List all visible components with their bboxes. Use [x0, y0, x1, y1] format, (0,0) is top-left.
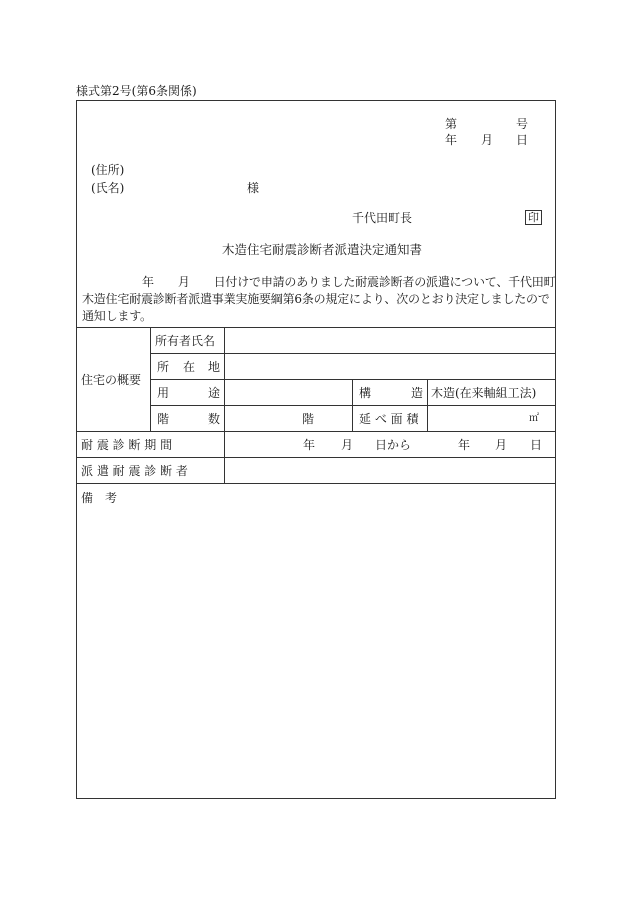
period-day-2: 日	[530, 438, 543, 452]
structure-label-1: 構	[359, 386, 372, 400]
col-line	[352, 379, 353, 431]
row-line	[76, 457, 556, 458]
body-text: 日付けで申請のありました耐震診断者の派遣について、千代田町木造住宅耐震診断者派遣事業実施要綱第6条の規定により、次のとおり決定しましたので通知します。	[82, 275, 556, 323]
remarks-label: 備 考	[81, 491, 118, 505]
row-line	[150, 353, 556, 354]
floor-area-label: 延 べ 面 積	[359, 412, 419, 426]
floors-unit: 階	[302, 412, 315, 426]
inspection-period-label: 耐 震 診 断 期 間	[81, 438, 173, 452]
date-month: 月	[481, 133, 494, 147]
period-year-1: 年	[303, 438, 316, 452]
date-year: 年	[445, 133, 458, 147]
number-suffix: 号	[516, 117, 529, 131]
body-year: 年	[142, 275, 154, 289]
body-month: 月	[177, 275, 190, 289]
owner-name-label: 所有者氏名	[155, 334, 216, 348]
structure-value: 木造(在来軸組工法)	[431, 386, 537, 400]
notice-paragraph	[82, 274, 556, 325]
period-month-1: 月	[341, 438, 354, 452]
area-unit: ㎡	[529, 413, 539, 424]
floors-label-2: 数	[208, 412, 221, 426]
floors-label-1: 階	[157, 412, 170, 426]
row-line	[150, 405, 556, 406]
document-title: 木造住宅耐震診断者派遣決定通知書	[222, 242, 423, 257]
use-label-1: 用	[157, 386, 170, 400]
honorific: 様	[247, 181, 260, 195]
seal-stamp: 印	[525, 210, 542, 225]
inspector-label: 派 遣 耐 震 診 断 者	[81, 464, 188, 478]
row-line	[150, 379, 556, 380]
date-day: 日	[516, 133, 529, 147]
col-line	[427, 379, 428, 431]
location-label-2: 在	[183, 360, 196, 374]
form-number: 様式第2号(第6条関係)	[76, 84, 197, 98]
table-top-line	[76, 327, 556, 328]
period-month-2: 月	[495, 438, 508, 452]
location-label-3: 地	[208, 360, 221, 374]
structure-label-2: 造	[411, 386, 424, 400]
use-label-2: 途	[208, 386, 221, 400]
row-line	[76, 431, 556, 432]
number-prefix: 第	[445, 117, 458, 131]
col-line	[224, 327, 225, 483]
col-line	[150, 327, 151, 431]
name-label: (氏名)	[91, 181, 125, 195]
row-line	[76, 483, 556, 484]
period-year-2: 年	[458, 438, 471, 452]
house-overview-label: 住宅の概要	[81, 373, 142, 387]
location-label-1: 所	[157, 360, 170, 374]
issuer-title: 千代田町長	[352, 211, 413, 225]
period-from: 日から	[375, 438, 412, 452]
address-label: (住所)	[91, 163, 125, 177]
